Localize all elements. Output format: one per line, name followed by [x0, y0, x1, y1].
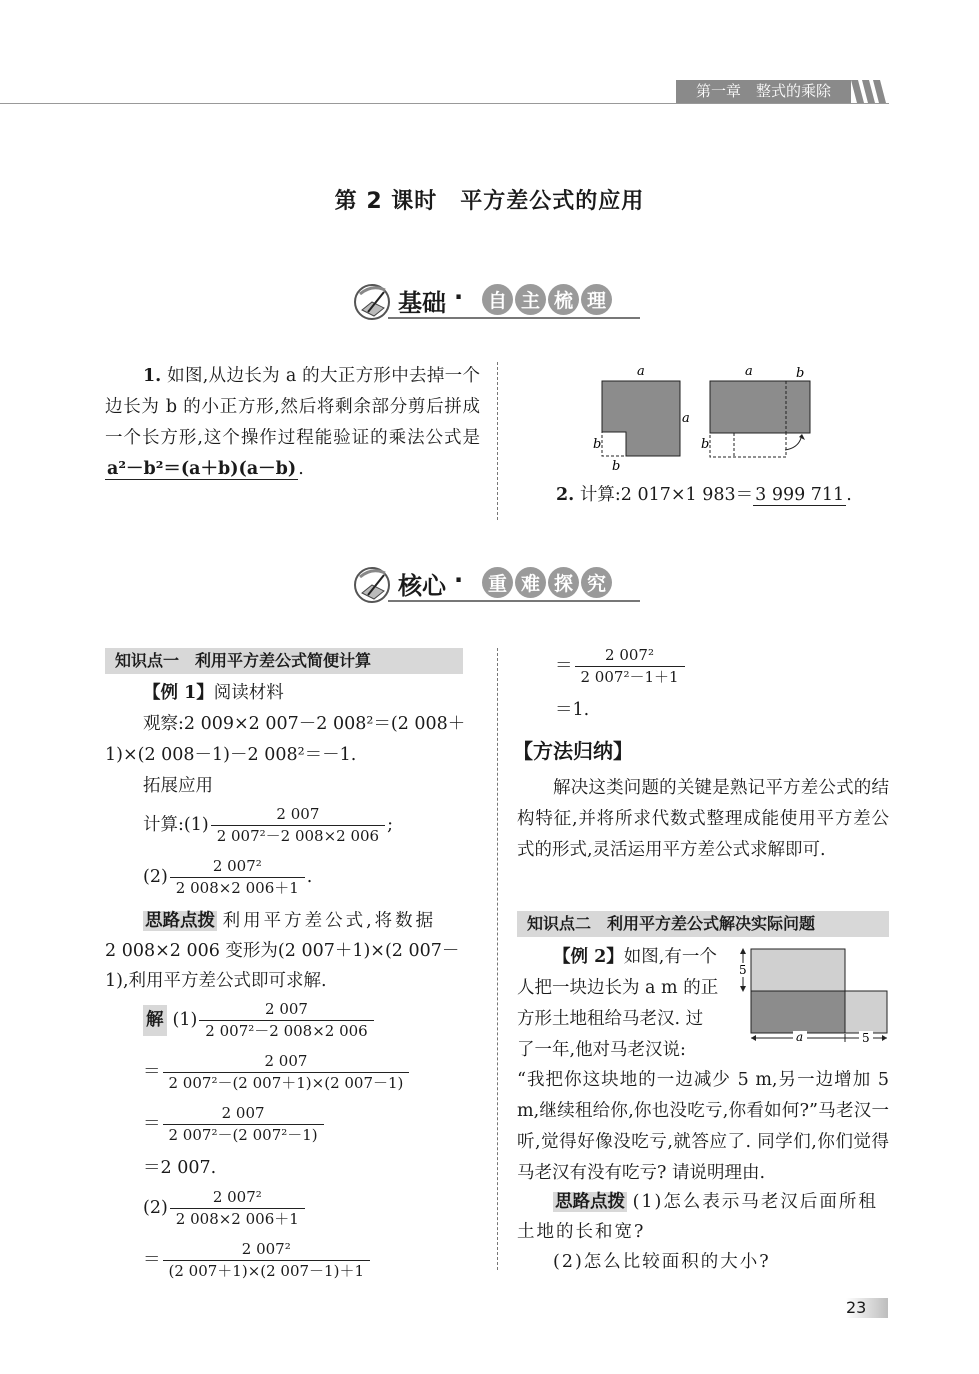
extend-label: 拓展应用 — [143, 776, 213, 796]
square-diagram — [585, 360, 825, 475]
label-a: a — [796, 1030, 804, 1044]
pencil-book-icon — [352, 563, 394, 605]
example-tag: 【例 2】 — [553, 947, 624, 967]
equals: ＝ — [555, 656, 573, 676]
chapter-title: 第一章 整式的乘除 — [695, 82, 831, 100]
numerator: 2 007 — [264, 1052, 308, 1070]
pencil-book-icon — [352, 280, 394, 322]
question-2 — [556, 480, 852, 511]
denominator: 2 007²－1＋1 — [575, 666, 685, 687]
hint-2 — [553, 1187, 878, 1218]
equals: ＝ — [143, 1062, 161, 1082]
fraction — [163, 1052, 410, 1093]
denominator: 2 007²－(2 007＋1)×(2 007－1) — [163, 1072, 410, 1093]
observe-line-1: 观察:2 009×2 007－2 008²＝(2 008＋ — [143, 714, 466, 734]
example-1-heading — [143, 678, 284, 709]
fraction — [199, 1000, 373, 1041]
land-diagram — [735, 945, 895, 1045]
denominator: (2 007＋1)×(2 007－1)＋1 — [163, 1260, 371, 1281]
solution-result: ＝1. — [555, 700, 590, 720]
denominator: 2 008×2 006＋1 — [170, 1208, 305, 1229]
header-rule — [0, 103, 889, 104]
hint-2-line-2: 土地的长和宽? — [517, 1222, 646, 1242]
example-2-line-3: 方形土地租给马老汉. 过 — [517, 1009, 704, 1029]
banner-char: 理 — [581, 284, 612, 315]
banner-underline — [388, 600, 640, 602]
hint-2-line-3: (2)怎么比较面积的大小? — [553, 1252, 771, 1272]
page-number: 23 — [846, 1298, 867, 1317]
equals: ＝ — [143, 1114, 161, 1134]
column-divider-bottom — [497, 648, 498, 1270]
hint-tag: 思路点拨 — [555, 1192, 625, 1212]
observe-line-2: 1)×(2 008－1)－2 008²＝－1. — [105, 745, 357, 765]
banner-char: 难 — [515, 567, 546, 598]
banner-circles — [480, 567, 612, 598]
chapter-header — [676, 80, 851, 103]
hint-tag: 思路点拨 — [145, 911, 215, 931]
banner-char: 自 — [482, 284, 513, 315]
denominator: 2 007²－(2 007²－1) — [163, 1124, 324, 1145]
hint-line-3: 1),利用平方差公式即可求解. — [105, 971, 327, 991]
example-2-rest: “我把你这块地的一边减少 5 m,另一边增加 5 m,继续租给你,你也没吃亏,你看如何?”马老汉一听,觉得好像没吃亏,就答应了. 同学们,你们觉得马老汉有没有吃亏? 请说明理由. — [517, 1070, 889, 1183]
label-b-top2: b — [796, 366, 805, 381]
solution-step-2 — [143, 1052, 411, 1093]
denominator: 2 007²－2 008×2 006 — [199, 1020, 373, 1041]
banner-dot: · — [454, 283, 464, 311]
banner-bold-text: 核心 — [398, 572, 446, 600]
header-stripes-icon — [851, 80, 889, 103]
fraction — [170, 1188, 305, 1229]
hint-line-2: 2 008×2 006 变形为(2 007＋1)×(2 007－ — [105, 941, 460, 961]
banner-char: 探 — [548, 567, 579, 598]
question-1 — [105, 361, 480, 485]
banner-dot: · — [454, 566, 464, 594]
example-text: 如图,有一个 — [623, 947, 717, 967]
lesson-title: 第 2 课时 平方差公式的应用 — [334, 189, 645, 214]
question-text: 如图,从边长为 a 的大正方形中去掉一个边长为 b 的小正方形,然后将剩余部分剪后拼成一个长方形,这个操作过程能验证的乘法公式是 — [105, 366, 480, 448]
method-title: 【方法归纳】 — [513, 739, 633, 763]
page-number-badge — [846, 1298, 888, 1318]
solution-step-3 — [143, 1104, 326, 1145]
fraction — [163, 1240, 371, 1281]
calc-1 — [143, 805, 393, 846]
solution-step-4: ＝2 007. — [143, 1158, 217, 1178]
numerator: 2 007² — [241, 1240, 291, 1258]
solution-step-5 — [143, 1188, 307, 1229]
question-text: 计算:2 017×1 983＝ — [579, 485, 754, 505]
banner-bold-text: 基础 — [398, 289, 446, 317]
denominator: 2 008×2 006＋1 — [170, 877, 305, 898]
hint-text: (1)怎么表示马老汉后面所租 — [632, 1192, 878, 1212]
banner-char: 究 — [581, 567, 612, 598]
period: . — [298, 459, 304, 479]
method-text: 解决这类问题的关键是熟记平方差公式的结构特征,并将所求代数式整理成能使用平方差公式的形式,灵活运用平方差公式求解即可. — [517, 778, 889, 860]
example-title: 阅读材料 — [213, 683, 284, 703]
fraction — [211, 805, 385, 846]
example-tag: 【例 1】 — [143, 683, 214, 703]
label-5-left: 5 — [739, 963, 747, 977]
banner-circles — [480, 284, 612, 315]
calc-2 — [143, 857, 312, 898]
question-number: 2. — [556, 485, 575, 505]
label-b-left2: b — [701, 437, 710, 452]
hint-text: 利用平方差公式,将数据 — [222, 911, 437, 931]
numerator: 2 007 — [276, 805, 320, 823]
label-b-left: b — [593, 437, 602, 452]
section-banner-basic — [352, 280, 642, 322]
knowledge-point-1-title: 知识点一 利用平方差公式简便计算 — [105, 648, 463, 674]
hint-1 — [143, 906, 478, 937]
label-a-top: a — [637, 364, 645, 379]
solution-step-6 — [143, 1240, 372, 1281]
label-5-bottom: 5 — [862, 1031, 870, 1045]
denominator: 2 007²－2 008×2 006 — [211, 825, 385, 846]
knowledge-point-2-title: 知识点二 利用平方差公式解决实际问题 — [517, 911, 889, 937]
semicolon: ; — [387, 815, 394, 835]
example-2-line-1 — [553, 942, 717, 973]
calc-label: (2) — [143, 867, 168, 887]
period: . — [846, 485, 852, 505]
label-b-bottom: b — [612, 459, 621, 474]
banner-char: 重 — [482, 567, 513, 598]
fraction — [170, 857, 305, 898]
banner-char: 主 — [515, 284, 546, 315]
step-label: (2) — [143, 1198, 168, 1218]
column-divider-top — [497, 362, 498, 520]
example-2-line-4: 了一年,他对马老汉说: — [517, 1040, 686, 1060]
calc-label: 计算:(1) — [143, 815, 209, 835]
label-a-right: a — [682, 411, 690, 426]
numerator: 2 007² — [212, 857, 262, 875]
numerator: 2 007 — [265, 1000, 308, 1018]
answer-formula: a²－b²＝(a＋b)(a－b) — [107, 459, 297, 479]
solution-tag: 解 — [143, 1005, 167, 1036]
solution-continued — [555, 646, 687, 687]
banner-underline — [388, 317, 640, 319]
example-2-line-2: 人把一块边长为 a m 的正 — [517, 978, 719, 998]
fraction — [163, 1104, 324, 1145]
numerator: 2 007² — [212, 1188, 262, 1206]
fraction — [575, 646, 685, 687]
question-number: 1. — [143, 366, 162, 386]
answer-value: 3 999 711 — [755, 485, 845, 505]
label-a-top2: a — [745, 364, 753, 379]
equals: ＝ — [143, 1250, 161, 1270]
solution-step-1 — [143, 1000, 376, 1041]
period: . — [306, 867, 313, 887]
numerator: 2 007 — [221, 1104, 265, 1122]
banner-char: 梳 — [548, 284, 579, 315]
numerator: 2 007² — [605, 646, 654, 664]
section-banner-core — [352, 563, 642, 605]
step-label: (1) — [172, 1010, 198, 1030]
